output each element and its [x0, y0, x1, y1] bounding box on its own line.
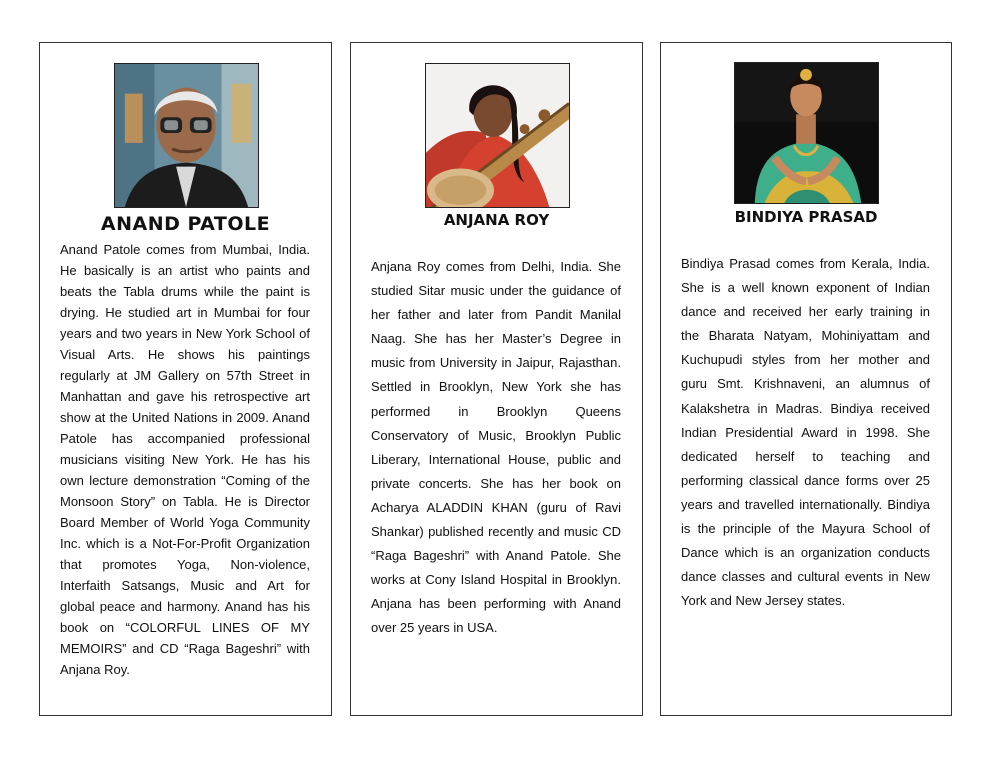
portrait-photo: [425, 63, 570, 208]
biography-text: Anand Patole comes from Mumbai, India. He basically is an artist who paints and beats the Tabla drums while the paint is drying. He studied art in Mumbai for four years and two years in New York School of Visual Arts. He shows his paintings regularly at JM Gallery on 57th Street in Manhattan and gave his retrospective art show at the United Nations in 2009. Anand Patole has accompanied professional musicians visiting New York. He has his own lecture demonstration “Coming of the Monsoon Story” on Tabla. He is Director Board Member of World Yoga Community Inc. which is a Not-For-Profit Organization that promotes Yoga, Non-violence, Interfaith Satsangs, Music and Art for global peace and harmony. Anand has his book on “COLORFUL LINES OF MY MEMOIRS” and CD “Raga Bageshri” with Anjana Roy.: [60, 242, 310, 677]
profile-card-bindiya-prasad: [660, 42, 952, 716]
biography-text: Bindiya Prasad comes from Kerala, India. She is a well known exponent of Indian dance and received her early training in the Bharata Natyam, Mohiniyattam and Kuchupudi styles from her mother and guru Smt. Krishnaveni, an alumnus of Kalakshetra in Madras. Bindiya received Indian Presidential Award in 1998. She dedicated herself to teaching and performing classical dance forms over 25 years and travelled internationally. Bindiya is the principle of the Mayura School of Dance which is an organization conducts dance classes and cultural events in New York and New Jersey states.: [681, 256, 930, 609]
profile-card-anand-patole: [39, 42, 332, 716]
biography-text: Anjana Roy comes from Delhi, India. She studied Sitar music under the guidance of her father and later from Pandit Manilal Naag. She has her Master’s Degree in music from University in Jaipur, Rajasthan. Settled in Brooklyn, New York she has performed in Brooklyn Queens Conservatory of Music, Brooklyn Public Liberary, International House, public and private concerts. She has her book on Acharya ALADDIN KHAN (guru of Ravi Shankar) published recently and music CD “Raga Bageshri” with Anand Patole. She works at Cony Island Hospital in Brooklyn. Anjana has been performing with Anand over 25 years in USA.: [371, 259, 621, 636]
person-name: ANAND PATOLE: [100, 213, 271, 235]
portrait-photo: [114, 63, 259, 208]
person-name: ANJANA ROY: [443, 211, 550, 229]
portrait-photo: [734, 62, 879, 204]
profile-card-anjana-roy: [350, 42, 643, 716]
person-name: BINDIYA PRASAD: [734, 208, 878, 226]
